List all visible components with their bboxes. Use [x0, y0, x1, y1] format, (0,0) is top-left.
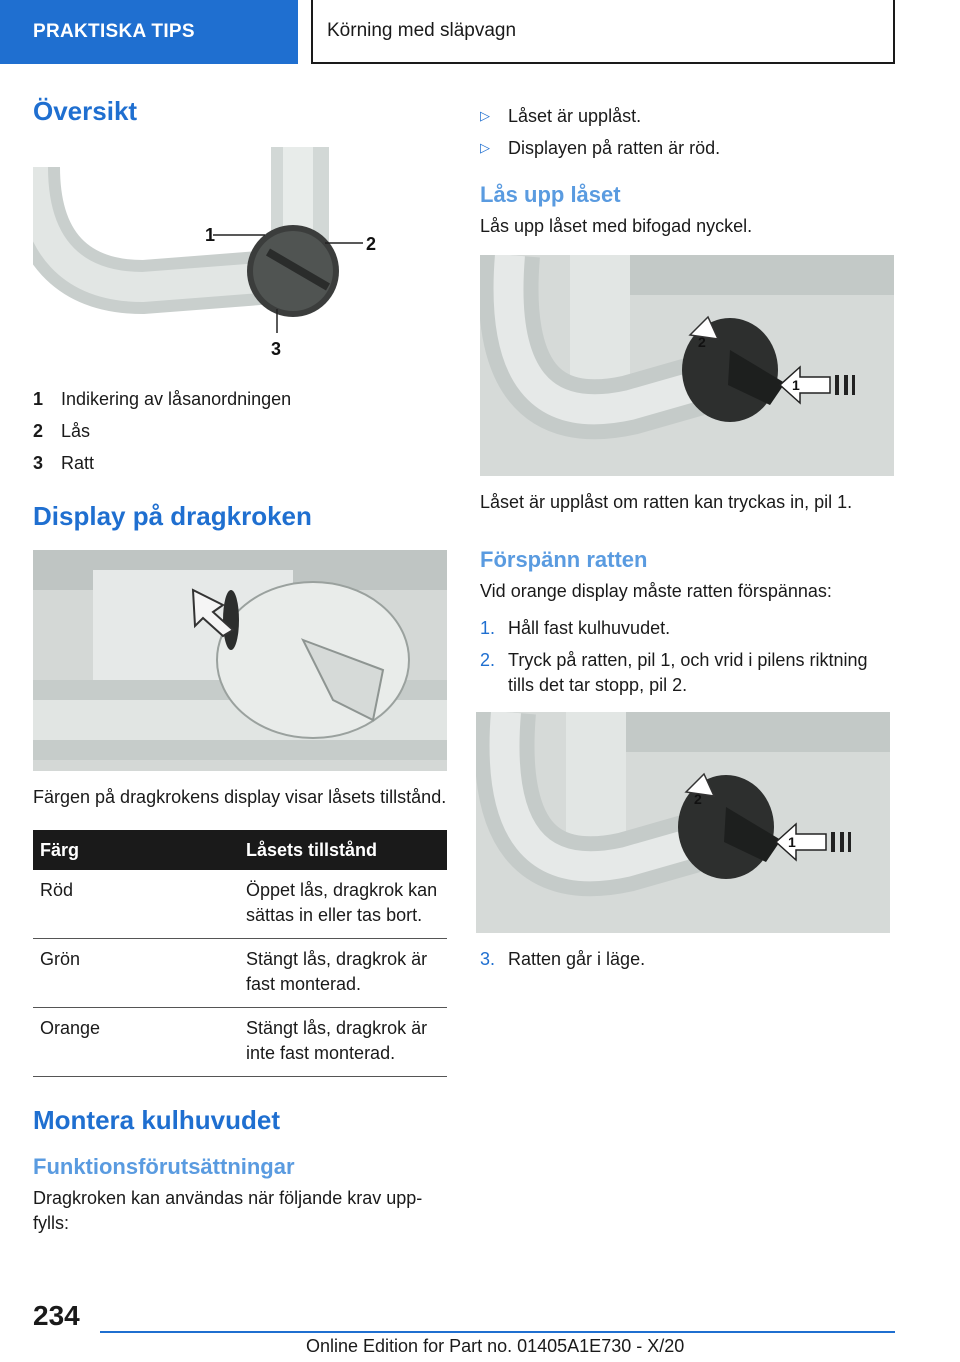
mount-heading: Montera kulhuvudet: [33, 1105, 281, 1135]
unlock-text: Lås upp låset med bifogad nyckel.: [480, 216, 753, 236]
page-header-title: Körning med släpvagn: [311, 0, 895, 64]
table-cell-state: Öppet lås, dragkrok kan sättas in eller tas bort.: [239, 870, 447, 939]
display-figure: [33, 550, 447, 771]
edition-text: Online Edition for Part no. 01405A1E730 - X/20: [306, 1336, 685, 1356]
unlock-caption: Låset är upplåst om ratten kan tryckas in, pil 1.: [480, 492, 853, 512]
legend-item: [33, 447, 447, 479]
unlock-illustration: [480, 255, 894, 476]
legend-label: Ratt: [61, 453, 95, 473]
unlock-heading: Lås upp låset: [480, 182, 621, 207]
table-header-color: Färg: [33, 830, 239, 870]
list-item: [480, 648, 894, 698]
callout-1: 1: [205, 225, 216, 245]
list-item: [480, 132, 894, 164]
legend-number: 1: [33, 389, 44, 409]
table-cell-color: Röd: [33, 870, 239, 939]
hook-display-illustration: [33, 550, 447, 771]
bullet-text: Displayen på ratten är röd.: [508, 138, 721, 158]
arrow-label-2: 2: [698, 334, 706, 350]
list-item: [480, 616, 894, 641]
left-column: [33, 96, 447, 1236]
arrow-label-1: 1: [788, 834, 796, 850]
legend-label: Indikering av låsanordningen: [61, 389, 292, 409]
tension-text: Vid orange display måste ratten förspännas:: [480, 581, 832, 601]
callout-3: 3: [271, 339, 282, 359]
prerequisites-heading: Funktionsförutsättningar: [33, 1154, 295, 1179]
table-header-row: [33, 830, 447, 870]
unlock-figure: [480, 255, 894, 476]
step-number: 3.: [480, 949, 496, 969]
table-cell-state: Stängt lås, dragkrok är fast monterad.: [239, 939, 447, 1008]
bullet-text: Låset är upplåst.: [508, 106, 642, 126]
tow-hook-illustration: [33, 147, 447, 363]
overview-legend: [33, 383, 447, 479]
step-text: Ratten går i läge.: [508, 949, 646, 969]
list-item: [480, 100, 894, 132]
page-number: 234: [33, 1300, 80, 1331]
tension-illustration: [476, 712, 890, 933]
tension-heading: Förspänn ratten: [480, 547, 648, 572]
legend-item: [33, 383, 447, 415]
table-cell-color: Grön: [33, 939, 239, 1008]
prerequisites-text: Dragkroken kan användas när följande krav uppfylls:: [33, 1188, 423, 1233]
footer-divider: [100, 1331, 895, 1333]
overview-figure: [33, 147, 447, 363]
triangle-bullet-icon: ▷: [480, 140, 490, 155]
arrow-label-2: 2: [694, 791, 702, 807]
arrow-label-1: 1: [792, 377, 800, 393]
triangle-bullet-icon: ▷: [480, 108, 490, 123]
tension-figure: [476, 712, 890, 933]
legend-number: 3: [33, 453, 44, 473]
step-text: Tryck på ratten, pil 1, och vrid i pilens riktning tills det tar stopp, pil 2.: [508, 650, 868, 695]
step-text: Håll fast kulhuvudet.: [508, 618, 671, 638]
table-row: [33, 939, 447, 1008]
table-cell-state: Stängt lås, dragkrok är inte fast monterad.: [239, 1008, 447, 1077]
tension-steps: [480, 616, 894, 698]
table-cell-color: Orange: [33, 1008, 239, 1077]
step-number: 2.: [480, 650, 496, 670]
table-row: [33, 1008, 447, 1077]
display-heading: Display på dragkroken: [33, 501, 312, 531]
overview-heading: Översikt: [33, 96, 138, 126]
callout-2: 2: [366, 234, 377, 254]
legend-number: 2: [33, 421, 44, 441]
step-number: 1.: [480, 618, 496, 638]
table-header-state: Låsets tillstånd: [239, 830, 447, 870]
legend-item: [33, 415, 447, 447]
right-column: [480, 96, 894, 979]
legend-label: Lås: [61, 421, 91, 441]
list-item: [480, 947, 894, 972]
table-row: [33, 870, 447, 939]
display-text: Färgen på dragkrokens display visar låsets tillstånd.: [33, 787, 447, 807]
color-state-table: [33, 830, 447, 1077]
section-tab: PRAKTISKA TIPS: [0, 0, 298, 64]
